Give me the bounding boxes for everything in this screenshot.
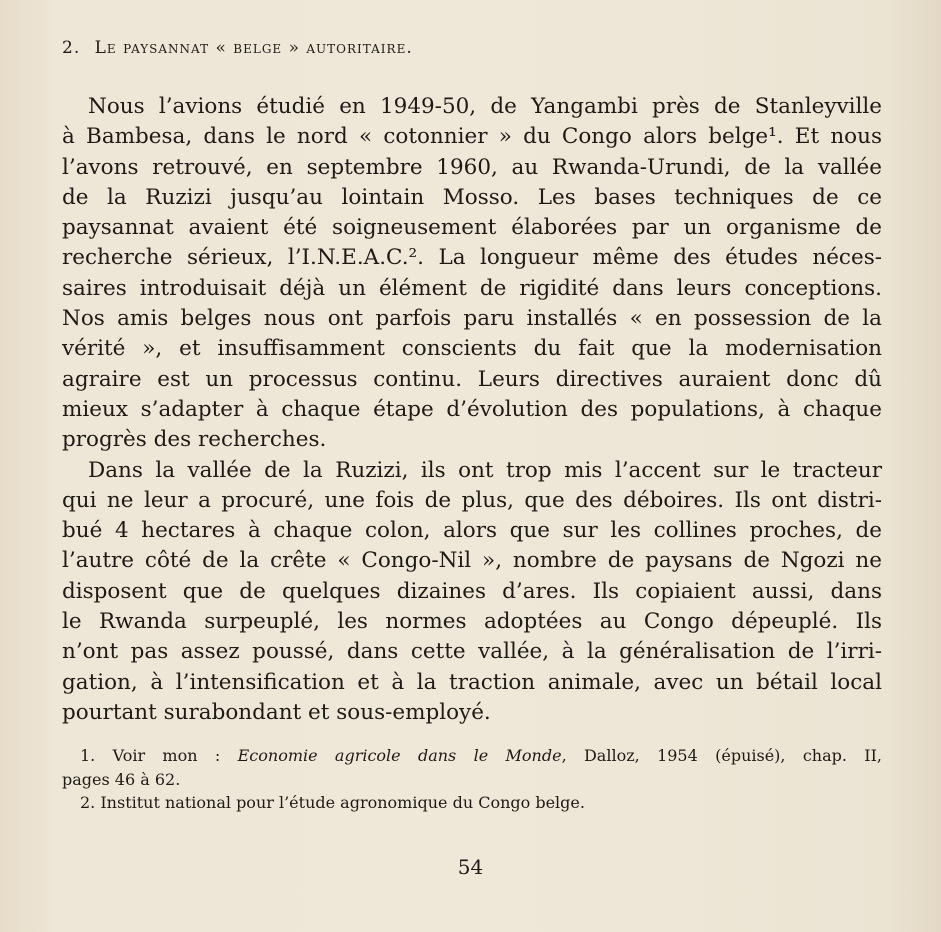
footnote-text: Voir mon : bbox=[112, 746, 221, 765]
footnote-marker: 2. bbox=[80, 793, 96, 812]
text-line: Dans la vallée de la Ruzizi, ils ont trop mis l’accent sur le tracteur bbox=[88, 457, 882, 483]
text-line: Nos amis belges nous ont parfois paru installés « en possession de la bbox=[62, 306, 882, 332]
text-line: n’ont pas assez poussé, dans cette vallée, à la généralisation de l’irri- bbox=[62, 639, 882, 665]
footnote-marker: 1. bbox=[80, 746, 96, 765]
text-line: agraire est un processus continu. Leurs directives auraient donc dû bbox=[62, 366, 882, 392]
page-number: 54 bbox=[457, 855, 484, 879]
footnote-text: Institut national pour l’étude agronomique du Congo belge. bbox=[100, 793, 585, 812]
text-line: paysannat avaient été soigneusement élaborées par un organisme de bbox=[62, 215, 882, 241]
text-line: à Bambesa, dans le nord « cotonnier » du Congo alors belge¹. Et nous bbox=[62, 124, 882, 150]
footnotes bbox=[62, 744, 882, 815]
text-line: qui ne leur a procuré, une fois de plus, que des déboires. Ils ont distri- bbox=[62, 487, 882, 513]
text-line: progrès des recherches. bbox=[62, 427, 327, 453]
text-line: Nous l’avions étudié en 1949-50, de Yangambi près de Stanleyville bbox=[88, 94, 882, 119]
section-number: 2. bbox=[62, 38, 81, 58]
text-line: pourtant surabondant et sous-employé. bbox=[62, 699, 491, 725]
paragraph-1 bbox=[62, 92, 882, 456]
text-line: bué 4 hectares à chaque colon, alors que sur les collines proches, de bbox=[62, 518, 882, 544]
text-line: le Rwanda surpeuplé, les normes adoptées au Congo dépeuplé. Ils bbox=[62, 609, 882, 635]
text-line: gation, à l’intensification et à la traction animale, avec un bétail local bbox=[62, 669, 882, 695]
footnote-text: , Dalloz, 1954 (épuisé), chap. II, bbox=[561, 746, 883, 765]
section-heading bbox=[62, 38, 413, 58]
footnote-2 bbox=[62, 791, 882, 815]
text-line: de la Ruzizi jusqu’au lointain Mosso. Les bases techniques de ce bbox=[62, 184, 882, 210]
footnote-1 bbox=[62, 744, 882, 768]
text-line: l’autre côté de la crête « Congo-Nil », nombre de paysans de Ngozi ne bbox=[62, 548, 882, 574]
footnote-1-continued: pages 46 à 62. bbox=[62, 769, 181, 789]
text-line: l’avons retrouvé, en septembre 1960, au Rwanda-Urundi, de la vallée bbox=[62, 154, 882, 180]
section-title: Le paysannat « belge » autoritaire. bbox=[94, 38, 413, 58]
body-text bbox=[62, 92, 882, 728]
text-line: disposent que de quelques dizaines d’ares. Ils copiaient aussi, dans bbox=[62, 578, 882, 604]
footnote-book-title: Economie agricole dans le Monde bbox=[237, 746, 562, 765]
text-line: vérité », et insuffisamment conscients du fait que la modernisation bbox=[62, 336, 882, 362]
text-line: saires introduisait déjà un élément de rigidité dans leurs conceptions. bbox=[62, 275, 882, 301]
text-line: mieux s’adapter à chaque étape d’évolution des populations, à chaque bbox=[62, 396, 882, 422]
paragraph-2 bbox=[62, 456, 882, 729]
text-line: recherche sérieux, l’I.N.E.A.C.². La longueur même des études néces- bbox=[62, 245, 882, 271]
